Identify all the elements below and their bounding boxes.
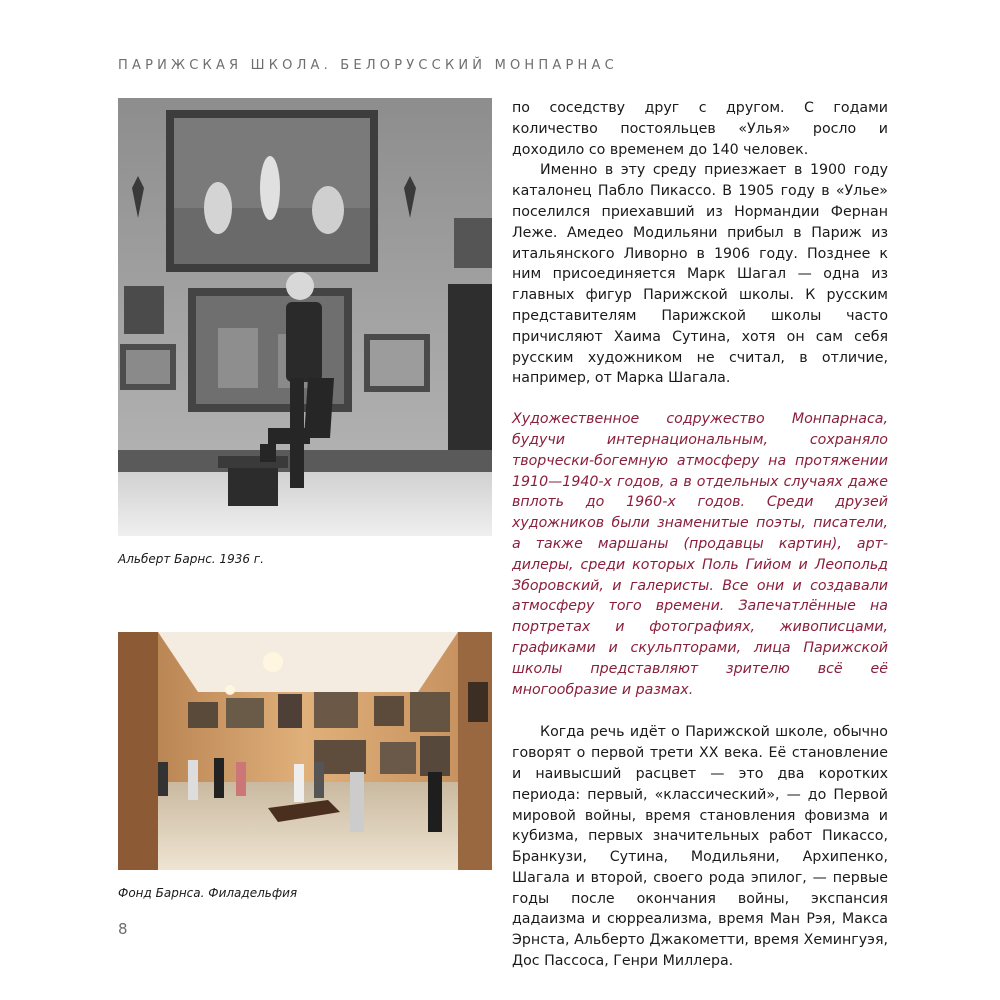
running-head: ПАРИЖСКАЯ ШКОЛА. БЕЛОРУССКИЙ МОНПАРНАС — [118, 58, 618, 73]
paragraph: Когда речь идёт о Парижской школе, обычно говорят о первой трети XX века. Её становление и наивысший расцвет — это два коротких периода: первый, «классический», — до Первой мировой войны, время становления фовизма и кубизма, первых значительных работ Пикассо, Бранкузи, Сутина, Модильяни, Архипенко, Шагала и второй, своего рода эпилог, — первые годы после окончания войны, экспансия дадаизма и сюрреализма, время Ман Рэя, Макса Эрнста, Альберто Джакометти, время Хемингуэя, Дос Пассоса, Генри Миллера. — [512, 724, 888, 970]
photo-albert-barnes — [118, 98, 492, 536]
photo-barnes-foundation — [118, 632, 492, 870]
photo-caption: Альберт Барнс. 1936 г. — [118, 552, 264, 566]
highlighted-quote: Художественное содружество Монпарнаса, будучи интернациональным, сохраняло творчески-богемную атмосферу на протяжении 1910—1940-х годов, а в отдельных случаях даже вплоть до 1960-х годов. Среди друзей художников были знаменитые поэты, писатели, а также маршаны (продавцы картин), арт-дилеры, среди которых Поль Гийом и Леопольд Зборовский, и галеристы. Все они и создавали атмосферу того времени. Запечатлённые на портретах и фотографиях, живописцами, графиками и скульпторами, лица Парижской школы представляют зрителю всё её многообразие и размах. — [512, 411, 888, 698]
photo-caption: Фонд Барнса. Филадельфия — [118, 886, 298, 900]
main-text-column — [512, 98, 888, 972]
page-number: 8 — [118, 920, 128, 938]
paragraph: Именно в эту среду приезжает в 1900 году каталонец Пабло Пикассо. В 1905 году в «Улье» поселился приехавший из Нормандии Фернан Леже. Амедео Модильяни прибыл в Париж из итальянского Ливорно в 1906 году. Позднее к ним присоединяется Марк Шагал — одна из главных фигур Парижской школы. К русским представителям Парижской школы часто причисляют Хаима Сутина, хотя он сам себя русским художником не считал, в отличие, например, от Марка Шагала. — [512, 162, 888, 387]
paragraph: по соседству друг с другом. С годами количество постояльцев «Улья» росло и доходило со временем до 140 человек. — [512, 100, 888, 158]
